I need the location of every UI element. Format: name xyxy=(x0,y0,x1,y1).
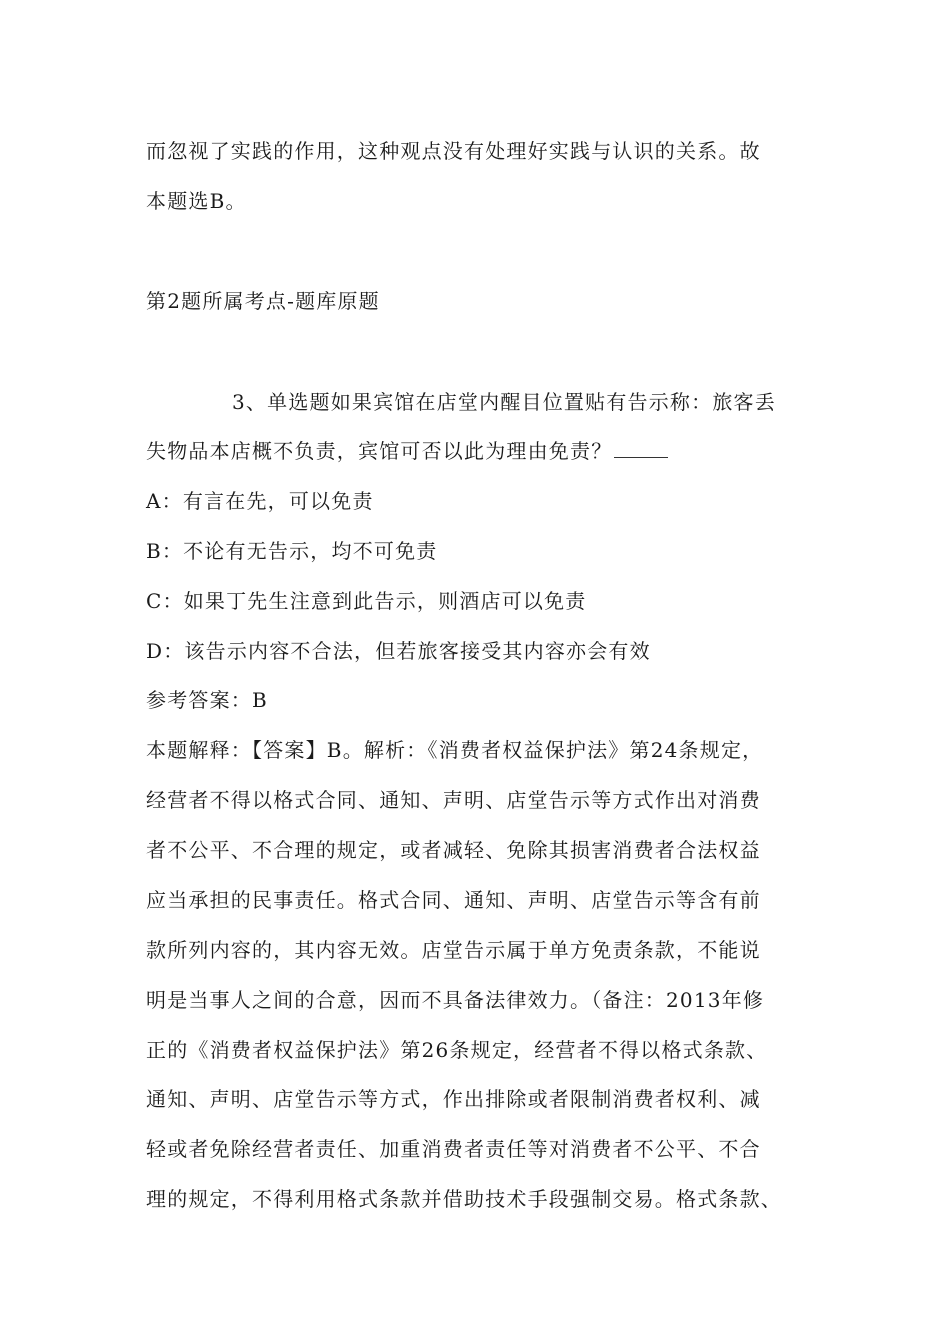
option-a: A：有言在先，可以免责 xyxy=(146,489,374,513)
option-b: B：不论有无告示，均不可免责 xyxy=(146,539,438,563)
option-c: C：如果丁先生注意到此告示，则酒店可以免责 xyxy=(146,589,587,613)
explanation-line-9: 轻或者免除经营者责任、加重消费者责任等对消费者不公平、不合 xyxy=(146,1137,761,1161)
explanation-line-10: 理的规定，不得利用格式条款并借助技术手段强制交易。格式条款、 xyxy=(146,1187,782,1211)
reference-answer: 参考答案：B xyxy=(146,688,268,712)
explanation-line-5: 款所列内容的，其内容无效。店堂告示属于单方免责条款，不能说 xyxy=(146,938,761,962)
question-3-stem-line-1: 3、单选题如果宾馆在店堂内醒目位置贴有告示称：旅客丢 xyxy=(232,390,776,414)
prev-explanation-line-2: 本题选B。 xyxy=(146,189,247,213)
explanation-line-6: 明是当事人之间的合意，因而不具备法律效力。（备注：2013年修 xyxy=(146,988,765,1012)
question-3-stem-text: 失物品本店概不负责，宾馆可否以此为理由免责？ xyxy=(146,439,613,463)
answer-blank xyxy=(614,439,668,458)
explanation-line-4: 应当承担的民事责任。格式合同、通知、声明、店堂告示等含有前 xyxy=(146,888,761,912)
explanation-line-1: 本题解释：【答案】B。解析：《消费者权益保护法》第24条规定， xyxy=(146,738,764,762)
explanation-line-2: 经营者不得以格式合同、通知、声明、店堂告示等方式作出对消费 xyxy=(146,788,761,812)
question-3-stem-line-2 xyxy=(146,437,668,465)
option-d: D：该告示内容不合法，但若旅客接受其内容亦会有效 xyxy=(146,639,651,663)
explanation-line-8: 通知、声明、店堂告示等方式，作出排除或者限制消费者权利、减 xyxy=(146,1087,761,1111)
question-2-point: 第2题所属考点-题库原题 xyxy=(146,289,380,313)
explanation-line-7: 正的《消费者权益保护法》第26条规定，经营者不得以格式条款、 xyxy=(146,1038,768,1062)
prev-explanation-line-1: 而忽视了实践的作用，这种观点没有处理好实践与认识的关系。故 xyxy=(146,139,761,163)
explanation-line-3: 者不公平、不合理的规定，或者减轻、免除其损害消费者合法权益 xyxy=(146,838,761,862)
